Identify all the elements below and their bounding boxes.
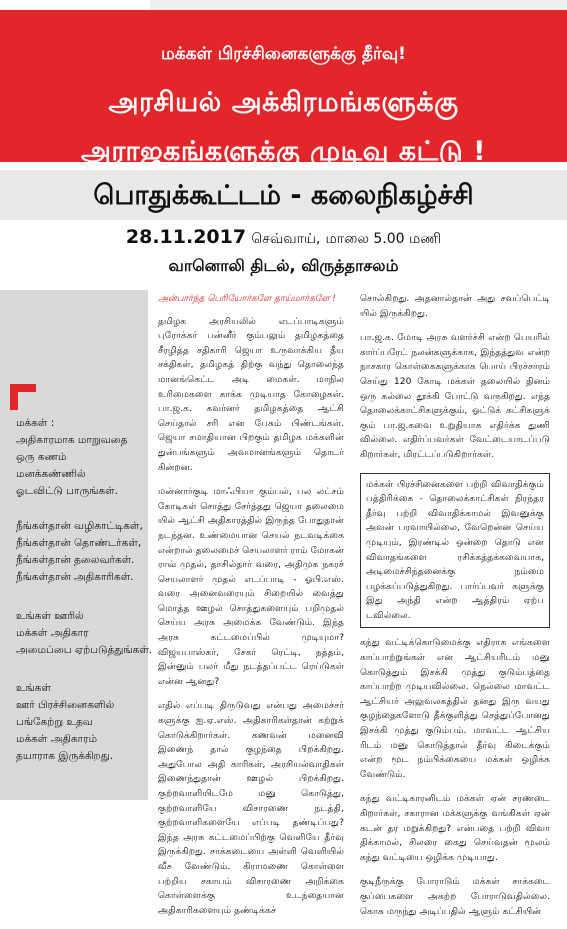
sidebar-line: நீங்கள்தான் வழிகாட்டிகள், (16, 520, 143, 532)
paragraph: மன்னார்குடி மாஃபியா கும்பல், பல லட்சம் கோடிகள் சொத்து சேர்த்தது ஜெயா தலைமை யில் ஆட்சி அதிகாரத்தில் இருந்த போதுதான் நடந்தன. உண்மையான செயல் நடவடிக்கை என்றால் தலைமைச் செயலாளர் ராம் மோகன் ராவ் முதல், தாசில்தார் வரை, அதிமுக நகரச் செயலாளர் முதல் எடப்பாடி - ஓபி.எஸ். வரை அனைவரையும் சிறையில் வைத்து மொத்த ஊழல் சொத்துகளையும் பறிமுதல் செய்ய அரசு அமைக்க வேண்டும். இந்த அரசு கட்டமைப்பில் முடியுமா? விஜயபாஸ்கர், சேகர் ரெட்டி, நத்தம், இன்னும் பலர் மீது நடத்தப்பட்ட ரெய்டுகள் என்ன ஆனது? (158, 486, 344, 687)
sidebar-block-1 (16, 415, 127, 500)
paragraph: எதில் எப்படி திருடுவது என்பது அமைச்சர் களுக்கு ஐ.ஏ.எஸ். அதிகாரிகள்தான் கற்றுக் கொடுக்கிறார்கள். கணவன் மனைவி இணைந் தால் குழந்தை பிறக்கிறது. அதுபோல அதி காரிகள், அரசியல்வாதிகள் இணைந்துதான் ஊழல் பிறக்கிறது. குற்றவாளியிடமே மனு கொடுத்து, குற்றவாளியே விசாரணை நடத்தி, குற்றவாளிகளையே எப்படி தண்டிப்பது? இந்த அரசு கட்டமைப்பிற்கு வெளியே தீர்வு இருக்கிறது. சாக்கடையை அள்ளி வெளியில் வீச வேண்டும். கிராமணை கொள்ளை பற்றிய சகாயம் விசாரணை அறிக்கை கொள்ளைக்கு உடந்தையான அதிகாரிகளையும் தண்டிக்கச் (158, 700, 344, 916)
headline-line1: அரசியல் அக்கிரமங்களுக்கு (108, 87, 459, 118)
top-strip (150, 0, 567, 10)
sidebar-line: ஒரு கணம் (16, 451, 67, 463)
sidebar-line: அமைப்பை ஏற்படுத்துங்கள். (16, 644, 153, 656)
paragraph: குடிநீருக்கு போராடும் மக்கள் சாக்கடை குப்பைகளை அகற்ற போராடுவதில்லை. கொசு மருந்து அடிப்பதில் ஆளும் கட்சியின் (360, 876, 550, 917)
sidebar-line: அதிகாரமாக மாறுவதை (16, 434, 128, 446)
headline-line2: அராஜகங்களுக்கு முடிவு கட்டு ! (81, 136, 486, 167)
sidebar-block-4 (16, 680, 114, 765)
sidebar-line: ஓடவிட்டு பாருங்கள். (16, 485, 118, 497)
sidebar-line: உங்கள் (16, 682, 51, 694)
sidebar-line: நீங்கள்தான் தொண்டர்கள், (16, 537, 142, 549)
paragraph: பா.ஜ.க. மோடி அரசு வளர்ச்சி என்ற பெயரில் கார்ப்பரேட் நலன்களுக்காக, இந்தத்துவ என்ற நாசகார கொள்கைகளுக்காக பொய் பிரச்சாரம் செய்து 120 கோடி மக்கள் தலையில் தினம் ஒரு கல்லை தூக்கி போட்டு வருகிறது. எந்த தொலைக்காட்சிகளுக்கும், ஓட்டுக் கட்சிகளுக் கும் பா.ஜ.கவை உறுதியாக எதிர்க்க துணி வில்லை. எதிர்ப்பவர்கள் வேட்டையாடப்படு கிறார்கள், மிரட்டப்படுகிறார்கள். (360, 332, 550, 460)
event-datetime (0, 226, 567, 249)
paragraph: தமிழக அரசியலில் எடப்பாடிகளும் புரோக்கர் பன்னீர் கும்பலும் தமிழகத்தை சீரழித்த சதிகாரி ஜெயா உருவாக்கிய தீய சக்திகள், தமிழகத் திற்கு வந்து தொலைந்த மானங்கெட்ட அடி மைகள். மாநில உரிமைகளை காக்க முடியாத கோழைகள். பா.ஜ.க. கவர்னர் தமிழகத்தை ஆட்சி செய்தால் சரி என பேசும் பிண்டங்கள். ஜெயா சமாதியான பிறகும் தமிழக மக்களின் துன்பங்களும் அவமானங்களும் தொடர் கின்றன. (158, 315, 344, 473)
subhead-title: பொதுக்கூட்டம் - கலைநிகழ்ச்சி (93, 180, 474, 211)
article-column-right (360, 292, 550, 929)
paragraph: சொல்கிறது. அதனால்தான் அது சவப்பெட்டி யில் இருக்கிறது. (360, 293, 550, 319)
paragraph: கந்து வட்டிக்கொடுமைக்கு எதிராக எங்களை காப்பாற்றுங்கள் என ஆட்சியரிடம் மனு கொடுத்தும் இசக்கி முத்து குடும்பத்தை காப்பாற்ற முடியவில்லை. நெல்லை மாவட்ட ஆட்சியர் அலுவலகத்தில் தனது இரு வயது குழந்தைகளோடு தீக்குளித்து செத்துப்போனது இசக்கி முத்து குடும்பம். மாவட்ட ஆட்சிய ரிடம் மனு கொடுத்தால் தீர்வு கிடைக்கும் என்ற மூட நம்பிக்கையை மக்கள் ஒழிக்க வேண்டும். (360, 637, 550, 780)
event-venue: வானொலி திடல், விருத்தாசலம் (168, 256, 399, 275)
sidebar-line: நீங்கள்தான் தலைவர்கள். (16, 554, 135, 566)
sidebar-line: நீங்கள்தான் அதிகாரிகள். (16, 571, 134, 583)
boxed-paragraph: மக்கள் பிரச்சினைகளை பற்றி விவாதிக்கும் பத்திரிக்கை - தொலைக்காட்சிகள் நிரந்தர தீர்வு பற்றி விவாதிக்காமல் இவனுக்கு அவன் பரவாயில்லை, வேறென்ன செய்ய முடியும், இரண்டில் ஒன்றை தொடு என விவாதங்களை ரசிக்கத்தக்கவையாக, அடிமைச்சிந்தனைக்கு நம்மை பழக்கப்படுத்துகிறது. பார்ப்பவர் களுக்கு இது அந்தி என்ற ஆத்திரம் ஏற்ப டவில்லை. (360, 473, 550, 629)
sidebar-line: மக்கள் அதிகார (16, 627, 89, 639)
greeting: அன்பார்ந்த பெரியோர்களே தாய்மார்களே ! (158, 294, 336, 304)
subhead-bar (0, 170, 567, 220)
sidebar-block-2 (16, 518, 143, 586)
sidebar-line: உங்கள் ஊரில் (16, 610, 84, 622)
article-column-left (158, 292, 344, 928)
red-corner-mark (10, 384, 36, 410)
event-day: செவ்வாய், (251, 231, 321, 247)
banner (0, 10, 567, 167)
sidebar-line: பங்கேற்று உதவ (16, 716, 93, 728)
sidebar-line: மக்கள் : (16, 417, 55, 429)
event-time: மாலை 5.00 மணி (325, 231, 442, 247)
sidebar-line: மக்கள் அதிகாரம் (16, 733, 98, 745)
sidebar-line: தயாராக இருக்கிறது. (16, 750, 114, 762)
sidebar-line: மனக்கண்ணில் (16, 468, 86, 480)
event-date: 28.11.2017 (125, 226, 247, 248)
paragraph: கந்து வட்டிகாரனிடம் மக்கள் ஏன் சரணடை கிறார்கள், சகாரான மக்களுக்கு வங்கிகள் ஏன் கடன் தர மறுக்கிறது? என்பதை பற்றி விவா திக்காமல், சிலரை கைது செய்வதன் மூலம் கந்து வட்டியை ஒழிக்க முடியாது. (360, 793, 550, 863)
banner-tagline: மக்கள் பிரச்சினைகளுக்கு தீர்வு! (161, 44, 406, 64)
sidebar-line: ஊர் பிரச்சினைகளில் (16, 699, 115, 711)
sidebar-block-3 (16, 608, 152, 659)
